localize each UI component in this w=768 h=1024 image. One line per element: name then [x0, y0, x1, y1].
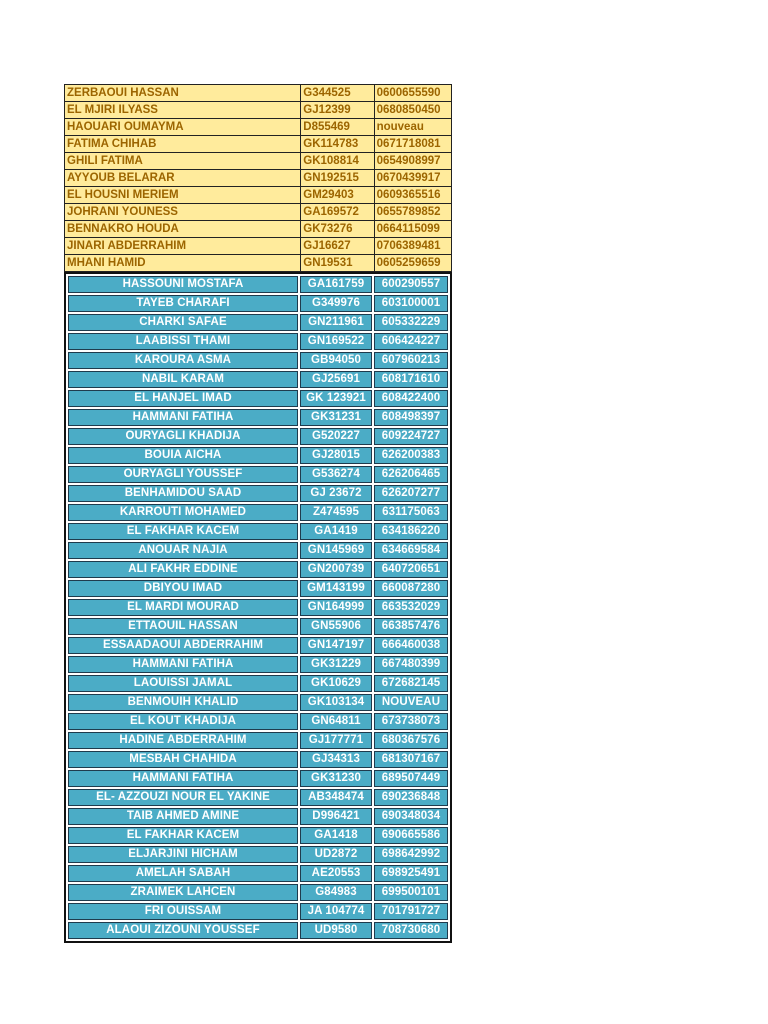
name-cell[interactable]: EL- AZZOUZI NOUR EL YAKINE	[68, 789, 298, 806]
phone-cell[interactable]: 673738073	[374, 713, 448, 730]
id-cell[interactable]: GN164999	[300, 599, 372, 616]
name-cell[interactable]: CHARKI SAFAE	[68, 314, 298, 331]
name-cell[interactable]: HAMMANI FATIHA	[68, 656, 298, 673]
phone-cell[interactable]: 690348034	[374, 808, 448, 825]
phone-cell[interactable]: 698925491	[374, 865, 448, 882]
phone-cell[interactable]: 0706389481	[374, 238, 451, 255]
name-cell[interactable]: ALAOUI ZIZOUNI YOUSSEF	[68, 922, 298, 939]
name-cell[interactable]: MHANI HAMID	[65, 255, 301, 272]
id-cell[interactable]: GN169522	[300, 333, 372, 350]
phone-cell[interactable]: 0680850450	[374, 102, 451, 119]
id-cell[interactable]: GN200739	[300, 561, 372, 578]
table-row	[68, 656, 448, 673]
phone-cell[interactable]: 640720651	[374, 561, 448, 578]
table-row	[65, 238, 452, 255]
phone-cell[interactable]: 634669584	[374, 542, 448, 559]
name-cell[interactable]: AYYOUB BELARAR	[65, 170, 301, 187]
table-row	[68, 903, 448, 920]
phone-cell[interactable]: 708730680	[374, 922, 448, 939]
phone-cell[interactable]: 663857476	[374, 618, 448, 635]
phone-cell[interactable]: 609224727	[374, 428, 448, 445]
phone-cell[interactable]: 608498397	[374, 409, 448, 426]
name-cell[interactable]: LAOUISSI JAMAL	[68, 675, 298, 692]
table-row	[65, 102, 452, 119]
id-cell[interactable]: GJ12399	[301, 102, 374, 119]
id-cell[interactable]: GN147197	[300, 637, 372, 654]
name-cell[interactable]: EL MJIRI ILYASS	[65, 102, 301, 119]
id-cell[interactable]: D996421	[300, 808, 372, 825]
phone-cell[interactable]: 600290557	[374, 276, 448, 293]
name-cell[interactable]: JOHRANI YOUNESS	[65, 204, 301, 221]
name-cell[interactable]: KAROURA ASMA	[68, 352, 298, 369]
blue-table	[66, 274, 450, 941]
phone-cell[interactable]: 672682145	[374, 675, 448, 692]
phone-cell[interactable]: 698642992	[374, 846, 448, 863]
phone-cell[interactable]: 680367576	[374, 732, 448, 749]
table-row	[65, 85, 452, 102]
table-row	[65, 153, 452, 170]
id-cell[interactable]: GN64811	[300, 713, 372, 730]
phone-cell[interactable]: 0671718081	[374, 136, 451, 153]
phone-cell[interactable]: 605332229	[374, 314, 448, 331]
name-cell[interactable]: JINARI ABDERRAHIM	[65, 238, 301, 255]
name-cell[interactable]: FRI OUISSAM	[68, 903, 298, 920]
name-cell[interactable]: EL HOUSNI MERIEM	[65, 187, 301, 204]
table-row	[65, 136, 452, 153]
phone-cell[interactable]: 0664115099	[374, 221, 451, 238]
table-row	[68, 390, 448, 407]
name-cell[interactable]: BENMOUIH KHALID	[68, 694, 298, 711]
table-row	[68, 732, 448, 749]
name-cell[interactable]: TAIB AHMED AMINE	[68, 808, 298, 825]
name-cell[interactable]: ZERBAOUI HASSAN	[65, 85, 301, 102]
table-row	[68, 352, 448, 369]
table-row	[68, 314, 448, 331]
phone-cell[interactable]: 0609365516	[374, 187, 451, 204]
phone-cell[interactable]: 634186220	[374, 523, 448, 540]
yellow-table-body	[65, 85, 452, 272]
name-cell[interactable]: EL MARDI MOURAD	[68, 599, 298, 616]
id-cell[interactable]: GM143199	[300, 580, 372, 597]
id-cell[interactable]: GK108814	[301, 153, 374, 170]
phone-cell[interactable]: 0655789852	[374, 204, 451, 221]
id-cell[interactable]: GN145969	[300, 542, 372, 559]
phone-cell[interactable]: 0670439917	[374, 170, 451, 187]
name-cell[interactable]: HAOUARI OUMAYMA	[65, 119, 301, 136]
name-cell[interactable]: BENNAKRO HOUDA	[65, 221, 301, 238]
id-cell[interactable]: GJ34313	[300, 751, 372, 768]
phone-cell[interactable]: 699500101	[374, 884, 448, 901]
phone-cell[interactable]: nouveau	[374, 119, 451, 136]
phone-cell[interactable]: 0654908997	[374, 153, 451, 170]
id-cell[interactable]: GJ177771	[300, 732, 372, 749]
id-cell[interactable]: GJ16627	[301, 238, 374, 255]
name-cell[interactable]: EL FAKHAR KACEM	[68, 827, 298, 844]
name-cell[interactable]: HASSOUNI MOSTAFA	[68, 276, 298, 293]
phone-cell[interactable]: 626200383	[374, 447, 448, 464]
id-cell[interactable]: GM29403	[301, 187, 374, 204]
table-row	[68, 884, 448, 901]
table-row	[68, 523, 448, 540]
table-row	[68, 466, 448, 483]
phone-cell[interactable]: 608171610	[374, 371, 448, 388]
phone-cell[interactable]: 608422400	[374, 390, 448, 407]
id-cell[interactable]: GJ 23672	[300, 485, 372, 502]
phone-cell[interactable]: 0600655590	[374, 85, 451, 102]
id-cell[interactable]: GA161759	[300, 276, 372, 293]
name-cell[interactable]: EL HANJEL IMAD	[68, 390, 298, 407]
phone-cell[interactable]: 701791727	[374, 903, 448, 920]
phone-cell[interactable]: 631175063	[374, 504, 448, 521]
name-cell[interactable]: OURYAGLI KHADIJA	[68, 428, 298, 445]
table-row	[68, 846, 448, 863]
phone-cell[interactable]: 626206465	[374, 466, 448, 483]
name-cell[interactable]: ALI FAKHR EDDINE	[68, 561, 298, 578]
table-row	[68, 295, 448, 312]
id-cell[interactable]: G349976	[300, 295, 372, 312]
id-cell[interactable]: UD2872	[300, 846, 372, 863]
phone-cell[interactable]: 607960213	[374, 352, 448, 369]
id-cell[interactable]: GN192515	[301, 170, 374, 187]
id-cell[interactable]: GK31230	[300, 770, 372, 787]
table-row	[68, 713, 448, 730]
table-row	[68, 409, 448, 426]
phone-cell[interactable]: 690236848	[374, 789, 448, 806]
table-row	[68, 637, 448, 654]
table-row	[68, 808, 448, 825]
table-row	[68, 580, 448, 597]
table-row	[68, 371, 448, 388]
phone-cell[interactable]: 681307167	[374, 751, 448, 768]
id-cell[interactable]: GJ28015	[300, 447, 372, 464]
id-cell[interactable]: GN211961	[300, 314, 372, 331]
name-cell[interactable]: EL FAKHAR KACEM	[68, 523, 298, 540]
phone-cell[interactable]: 689507449	[374, 770, 448, 787]
phone-cell[interactable]: 667480399	[374, 656, 448, 673]
table-row	[68, 276, 448, 293]
table-row	[65, 119, 452, 136]
table-row	[68, 770, 448, 787]
table-row	[68, 618, 448, 635]
table-row	[68, 865, 448, 882]
table-row	[68, 922, 448, 939]
name-cell[interactable]: HAMMANI FATIHA	[68, 770, 298, 787]
table-row	[65, 204, 452, 221]
name-cell[interactable]: ETTAOUIL HASSAN	[68, 618, 298, 635]
name-cell[interactable]: NABIL KARAM	[68, 371, 298, 388]
id-cell[interactable]: GK10629	[300, 675, 372, 692]
table-row	[68, 447, 448, 464]
name-cell[interactable]: FATIMA CHIHAB	[65, 136, 301, 153]
name-cell[interactable]: GHILI FATIMA	[65, 153, 301, 170]
name-cell[interactable]: DBIYOU IMAD	[68, 580, 298, 597]
table-row	[68, 827, 448, 844]
phone-cell[interactable]: NOUVEAU	[374, 694, 448, 711]
table-row	[65, 170, 452, 187]
blue-table-body	[68, 276, 448, 939]
id-cell[interactable]: G344525	[301, 85, 374, 102]
id-cell[interactable]: GK31231	[300, 409, 372, 426]
id-cell[interactable]: GK73276	[301, 221, 374, 238]
id-cell[interactable]: GK31229	[300, 656, 372, 673]
id-cell[interactable]: AB348474	[300, 789, 372, 806]
id-cell[interactable]: GK114783	[301, 136, 374, 153]
spreadsheet	[64, 84, 452, 943]
phone-cell[interactable]: 660087280	[374, 580, 448, 597]
yellow-table	[64, 84, 452, 272]
id-cell[interactable]: GB94050	[300, 352, 372, 369]
id-cell[interactable]: JA 104774	[300, 903, 372, 920]
id-cell[interactable]: GN19531	[301, 255, 374, 272]
id-cell[interactable]: AE20553	[300, 865, 372, 882]
name-cell[interactable]: ZRAIMEK LAHCEN	[68, 884, 298, 901]
table-row	[68, 789, 448, 806]
table-row	[68, 751, 448, 768]
table-row	[65, 255, 452, 272]
table-row	[68, 599, 448, 616]
id-cell[interactable]: G84983	[300, 884, 372, 901]
phone-cell[interactable]: 663532029	[374, 599, 448, 616]
phone-cell[interactable]: 606424227	[374, 333, 448, 350]
name-cell[interactable]: BOUIA AICHA	[68, 447, 298, 464]
phone-cell[interactable]: 603100001	[374, 295, 448, 312]
phone-cell[interactable]: 690665586	[374, 827, 448, 844]
id-cell[interactable]: GA1418	[300, 827, 372, 844]
name-cell[interactable]: TAYEB CHARAFI	[68, 295, 298, 312]
id-cell[interactable]: G520227	[300, 428, 372, 445]
id-cell[interactable]: GN55906	[300, 618, 372, 635]
table-row	[68, 333, 448, 350]
name-cell[interactable]: OURYAGLI YOUSSEF	[68, 466, 298, 483]
id-cell[interactable]: G536274	[300, 466, 372, 483]
id-cell[interactable]: GK103134	[300, 694, 372, 711]
table-row	[68, 504, 448, 521]
name-cell[interactable]: KARROUTI MOHAMED	[68, 504, 298, 521]
phone-cell[interactable]: 666460038	[374, 637, 448, 654]
id-cell[interactable]: GA169572	[301, 204, 374, 221]
name-cell[interactable]: EL KOUT KHADIJA	[68, 713, 298, 730]
name-cell[interactable]: HAMMANI FATIHA	[68, 409, 298, 426]
name-cell[interactable]: LAABISSI THAMI	[68, 333, 298, 350]
table-row	[68, 542, 448, 559]
phone-cell[interactable]: 0605259659	[374, 255, 451, 272]
table-row	[68, 675, 448, 692]
table-row	[65, 187, 452, 204]
name-cell[interactable]: AMELAH SABAH	[68, 865, 298, 882]
id-cell[interactable]: UD9580	[300, 922, 372, 939]
name-cell[interactable]: HADINE ABDERRAHIM	[68, 732, 298, 749]
phone-cell[interactable]: 626207277	[374, 485, 448, 502]
table-row	[65, 221, 452, 238]
table-row	[68, 485, 448, 502]
name-cell[interactable]: ESSAADAOUI ABDERRAHIM	[68, 637, 298, 654]
id-cell[interactable]: GA1419	[300, 523, 372, 540]
id-cell[interactable]: D855469	[301, 119, 374, 136]
table-row	[68, 694, 448, 711]
table-row	[68, 561, 448, 578]
blue-table-frame	[64, 272, 452, 943]
id-cell[interactable]: GJ25691	[300, 371, 372, 388]
id-cell[interactable]: GK 123921	[300, 390, 372, 407]
table-row	[68, 428, 448, 445]
name-cell[interactable]: ELJARJINI HICHAM	[68, 846, 298, 863]
name-cell[interactable]: BENHAMIDOU SAAD	[68, 485, 298, 502]
id-cell[interactable]: Z474595	[300, 504, 372, 521]
name-cell[interactable]: ANOUAR NAJIA	[68, 542, 298, 559]
name-cell[interactable]: MESBAH CHAHIDA	[68, 751, 298, 768]
